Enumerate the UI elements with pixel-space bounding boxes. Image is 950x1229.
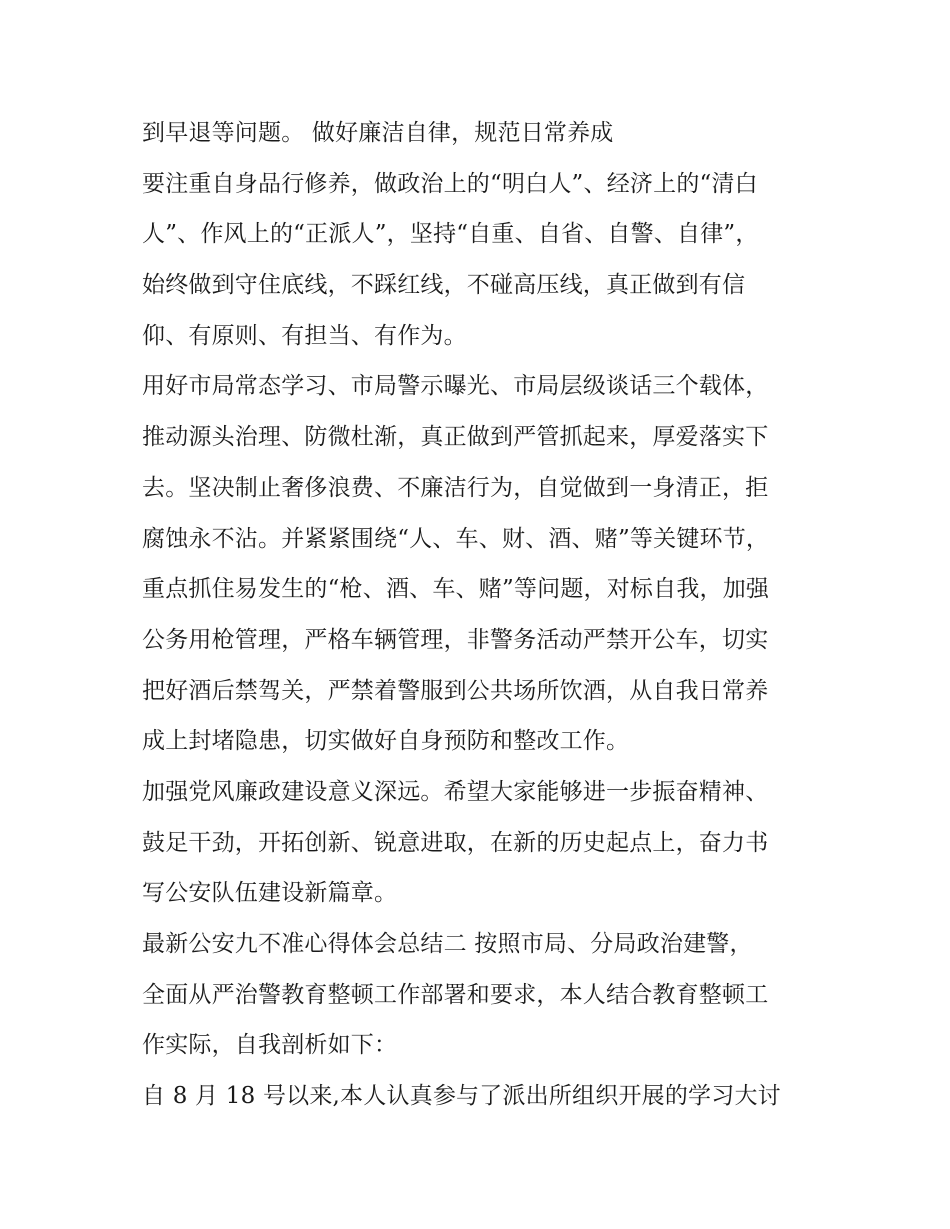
text-line: 成上封堵隐患，切实做好自身预防和整改工作。 (142, 728, 630, 755)
text-line: 作实际，自我剖析如下： (142, 1032, 398, 1059)
text-line: 始终做到守住底线，不踩红线，不碰高压线，真正做到有信 (142, 272, 746, 299)
text-line: 要注重自身品行修养，做政治上的“明白人”、经济上的“清白 (142, 170, 758, 197)
text-line: 鼓足干劲，开拓创新、锐意进取，在新的历史起点上，奋力书 (142, 829, 769, 856)
text-line: 仰、有原则、有担当、有作为。 (142, 322, 467, 349)
text-line: 公务用枪管理，严格车辆管理，非警务活动严禁开公车，切实 (142, 626, 769, 653)
text-line: 把好酒后禁驾关，严禁着警服到公共场所饮酒，从自我日常养 (142, 677, 769, 704)
text-line: 全面从严治警教育整顿工作部署和要求，本人结合教育整顿工 (142, 981, 769, 1008)
text-line: 重点抓住易发生的“枪、酒、车、赌”等问题，对标自我，加强 (142, 576, 770, 603)
body-text (142, 108, 822, 1122)
text-line: 推动源头治理、防微杜渐，真正做到严管抓起来，厚爱落实下 (142, 424, 769, 451)
text-line: 加强党风廉政建设意义深远。希望大家能够进一步振奋精神、 (142, 778, 769, 805)
text-line: 人”、作风上的“正派人”，坚持“自重、自省、自警、自律”， (142, 221, 759, 248)
text-line: 腐蚀永不沾。并紧紧围绕“人、车、财、酒、赌”等关键环节， (142, 525, 770, 552)
text-line: 自 8 月 18 号以来,本人认真参与了派出所组织开展的学习大讨 (142, 1083, 781, 1110)
text-line: 去。坚决制止奢侈浪费、不廉洁行为，自觉做到一身清正，拒 (142, 474, 769, 501)
text-line: 用好市局常态学习、市局警示曝光、市局层级谈话三个载体， (142, 373, 769, 400)
text-line: 写公安队伍建设新篇章。 (142, 880, 398, 907)
text-line: 到早退等问题。 做好廉洁自律，规范日常养成 (142, 120, 614, 146)
text-line: 最新公安九不准心得体会总结二 按照市局、分局政治建警， (142, 931, 753, 957)
